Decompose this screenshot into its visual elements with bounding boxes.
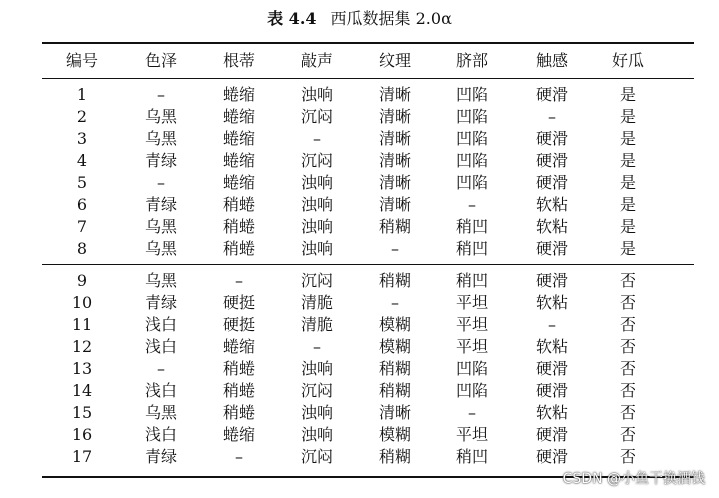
cell-texture: 稍糊 [378, 217, 411, 236]
header-touch: 触感 [535, 51, 568, 70]
cell-texture: 清晰 [378, 85, 411, 104]
cell-sound: 沉闷 [300, 151, 333, 170]
cell-color: 青绿 [144, 195, 177, 214]
cell-touch: 硬滑 [535, 425, 568, 444]
cell-navel: 凹陷 [455, 173, 488, 192]
watermark: CSDN @小鱼干换酒钱 [562, 471, 705, 487]
cell-id: 15 [71, 403, 93, 422]
cell-texture: – [391, 293, 399, 312]
cell-label: 否 [619, 359, 636, 378]
cell-touch: 硬滑 [535, 85, 568, 104]
cell-sound: 沉闷 [300, 447, 333, 466]
cell-sound: 浊响 [300, 173, 333, 192]
cell-label: 否 [619, 403, 636, 422]
cell-touch: 硬滑 [535, 447, 568, 466]
cell-color: 乌黑 [144, 239, 177, 258]
cell-sound: 浊响 [300, 403, 333, 422]
cell-navel: 凹陷 [455, 359, 488, 378]
cell-root: 稍蜷 [222, 403, 255, 422]
cell-sound: 沉闷 [300, 107, 333, 126]
cell-navel: 凹陷 [455, 381, 488, 400]
cell-touch: 硬滑 [535, 271, 568, 290]
cell-id: 3 [76, 129, 88, 148]
group-separator-rule [42, 264, 694, 265]
cell-texture: – [391, 239, 399, 258]
cell-sound: 清脆 [300, 315, 333, 334]
cell-navel: 凹陷 [455, 107, 488, 126]
cell-root: 稍蜷 [222, 359, 255, 378]
cell-label: 否 [619, 293, 636, 312]
cell-root: 稍蜷 [222, 217, 255, 236]
cell-texture: 稍糊 [378, 447, 411, 466]
cell-id: 9 [76, 271, 88, 290]
table-caption [0, 6, 719, 29]
header-id: 编号 [65, 51, 98, 70]
cell-root: 硬挺 [222, 315, 255, 334]
cell-navel: – [468, 195, 476, 214]
cell-sound: 沉闷 [300, 271, 333, 290]
table-number: 表 4.4 [267, 9, 317, 28]
cell-label: 否 [619, 315, 636, 334]
cell-navel: 平坦 [455, 293, 488, 312]
cell-id: 10 [71, 293, 93, 312]
cell-color: 浅白 [144, 425, 177, 444]
cell-id: 6 [76, 195, 88, 214]
cell-touch: 硬滑 [535, 129, 568, 148]
cell-texture: 清晰 [378, 173, 411, 192]
cell-label: 是 [619, 129, 636, 148]
cell-color: – [157, 173, 165, 192]
cell-touch: 软粘 [535, 337, 568, 356]
cell-id: 13 [71, 359, 93, 378]
cell-root: 稍蜷 [222, 239, 255, 258]
cell-touch: 硬滑 [535, 359, 568, 378]
cell-color: 乌黑 [144, 107, 177, 126]
cell-root: 稍蜷 [222, 381, 255, 400]
cell-sound: 浊响 [300, 425, 333, 444]
cell-id: 17 [71, 447, 93, 466]
cell-label: 否 [619, 425, 636, 444]
cell-texture: 清晰 [378, 151, 411, 170]
cell-id: 4 [76, 151, 88, 170]
cell-id: 8 [76, 239, 88, 258]
cell-navel: 稍凹 [455, 271, 488, 290]
cell-navel: 凹陷 [455, 129, 488, 148]
cell-texture: 模糊 [378, 425, 411, 444]
cell-sound: – [313, 337, 321, 356]
cell-root: 蜷缩 [222, 85, 255, 104]
cell-sound: 浊响 [300, 195, 333, 214]
cell-sound: 浊响 [300, 239, 333, 258]
cell-color: – [157, 359, 165, 378]
cell-texture: 清晰 [378, 107, 411, 126]
cell-sound: 浊响 [300, 85, 333, 104]
cell-root: 蜷缩 [222, 151, 255, 170]
header-color: 色泽 [144, 51, 177, 70]
cell-id: 2 [76, 107, 88, 126]
cell-label: 是 [619, 195, 636, 214]
cell-label: 是 [619, 173, 636, 192]
cell-root: 稍蜷 [222, 195, 255, 214]
cell-touch: – [548, 315, 556, 334]
cell-touch: 软粘 [535, 293, 568, 312]
cell-navel: – [468, 403, 476, 422]
cell-sound: 浊响 [300, 217, 333, 236]
cell-navel: 平坦 [455, 337, 488, 356]
cell-navel: 平坦 [455, 315, 488, 334]
cell-label: 是 [619, 85, 636, 104]
table-title: 西瓜数据集 2.0α [330, 9, 452, 28]
cell-color: 浅白 [144, 337, 177, 356]
cell-root: 蜷缩 [222, 173, 255, 192]
cell-label: 是 [619, 217, 636, 236]
cell-color: 青绿 [144, 447, 177, 466]
cell-id: 7 [76, 217, 88, 236]
header-navel: 脐部 [455, 51, 488, 70]
cell-id: 16 [71, 425, 93, 444]
cell-touch: 软粘 [535, 403, 568, 422]
cell-label: 否 [619, 381, 636, 400]
cell-texture: 模糊 [378, 315, 411, 334]
cell-label: 是 [619, 107, 636, 126]
cell-sound: 沉闷 [300, 381, 333, 400]
header-sound: 敲声 [300, 51, 333, 70]
cell-touch: – [548, 107, 556, 126]
cell-color: 浅白 [144, 315, 177, 334]
cell-navel: 凹陷 [455, 85, 488, 104]
cell-texture: 稍糊 [378, 381, 411, 400]
top-rule [42, 42, 694, 44]
cell-color: 青绿 [144, 151, 177, 170]
cell-navel: 稍凹 [455, 239, 488, 258]
cell-color: 青绿 [144, 293, 177, 312]
cell-touch: 硬滑 [535, 381, 568, 400]
cell-touch: 硬滑 [535, 239, 568, 258]
cell-touch: 硬滑 [535, 173, 568, 192]
cell-label: 是 [619, 151, 636, 170]
cell-id: 1 [76, 85, 88, 104]
cell-id: 5 [76, 173, 88, 192]
cell-label: 否 [619, 337, 636, 356]
cell-root: 硬挺 [222, 293, 255, 312]
cell-color: 乌黑 [144, 217, 177, 236]
cell-navel: 稍凹 [455, 447, 488, 466]
cell-navel: 平坦 [455, 425, 488, 444]
cell-sound: 清脆 [300, 293, 333, 312]
cell-texture: 清晰 [378, 403, 411, 422]
cell-root: – [235, 271, 243, 290]
header-label: 好瓜 [611, 51, 644, 70]
header-root: 根蒂 [222, 51, 255, 70]
cell-touch: 硬滑 [535, 151, 568, 170]
cell-color: 乌黑 [144, 403, 177, 422]
cell-navel: 凹陷 [455, 151, 488, 170]
cell-root: 蜷缩 [222, 337, 255, 356]
cell-root: 蜷缩 [222, 425, 255, 444]
cell-label: 否 [619, 447, 636, 466]
cell-color: – [157, 85, 165, 104]
cell-color: 乌黑 [144, 271, 177, 290]
header-texture: 纹理 [378, 51, 411, 70]
cell-touch: 软粘 [535, 217, 568, 236]
cell-id: 12 [71, 337, 93, 356]
cell-sound: 浊响 [300, 359, 333, 378]
cell-id: 11 [71, 315, 93, 334]
cell-sound: – [313, 129, 321, 148]
cell-label: 否 [619, 271, 636, 290]
cell-color: 乌黑 [144, 129, 177, 148]
cell-texture: 稍糊 [378, 271, 411, 290]
cell-color: 浅白 [144, 381, 177, 400]
cell-texture: 清晰 [378, 129, 411, 148]
cell-id: 14 [71, 381, 93, 400]
cell-label: 是 [619, 239, 636, 258]
cell-root: 蜷缩 [222, 129, 255, 148]
cell-texture: 清晰 [378, 195, 411, 214]
cell-root: 蜷缩 [222, 107, 255, 126]
cell-root: – [235, 447, 243, 466]
header-rule [42, 78, 694, 79]
cell-texture: 稍糊 [378, 359, 411, 378]
cell-texture: 模糊 [378, 337, 411, 356]
cell-touch: 软粘 [535, 195, 568, 214]
cell-navel: 稍凹 [455, 217, 488, 236]
